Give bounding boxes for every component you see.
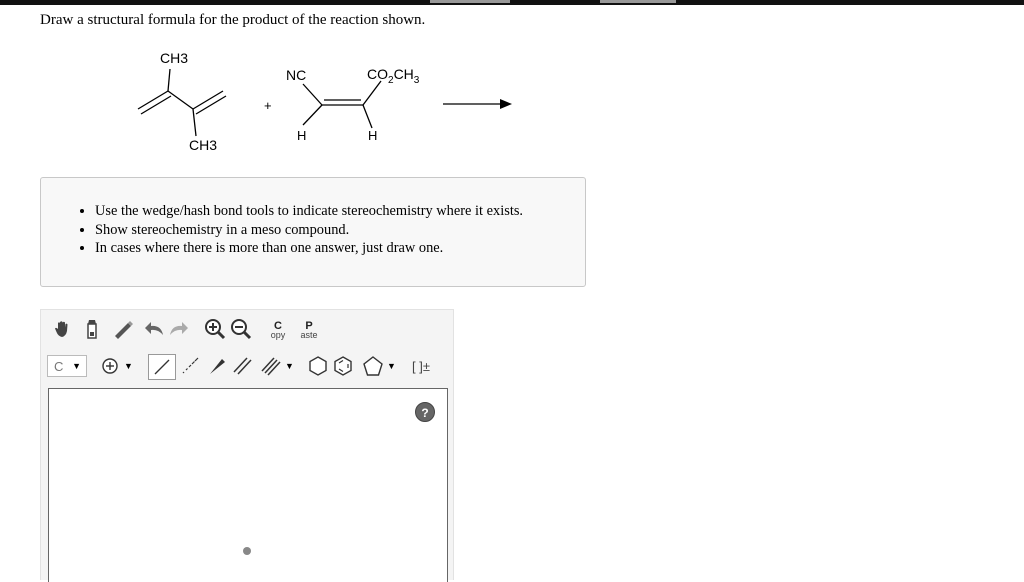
single-bond-icon (152, 357, 172, 377)
copy-button-label: opy (270, 330, 286, 340)
dienophile-h-right: H (368, 128, 378, 143)
redo-icon (168, 319, 190, 339)
pentagon-icon (362, 355, 384, 377)
element-label: C (54, 358, 64, 374)
zoom-in-button[interactable] (203, 317, 227, 341)
instructions-list (41, 202, 585, 258)
instructions-box (40, 177, 586, 287)
double-bond-button[interactable] (229, 354, 255, 378)
redo-button[interactable] (167, 317, 191, 341)
paste-button-label: aste (300, 330, 318, 340)
molecule-editor (40, 309, 454, 580)
eraser-icon (82, 318, 102, 340)
dienophile-co2ch3: $CO_2CH_3$ (367, 66, 420, 86)
chevron-down-icon: ▼ (124, 361, 133, 371)
wedge-bond-icon (207, 356, 227, 376)
drawing-canvas[interactable] (48, 388, 448, 582)
paste-button[interactable] (295, 318, 323, 344)
eraser-tool-button[interactable] (81, 317, 103, 341)
instruction-item: • Use the wedge/hash bond tools to indicate stereochemistry where it exists. (95, 202, 585, 221)
triple-bond-icon (260, 356, 282, 376)
instruction-item: • In cases where there is more than one answer, just draw one. (95, 239, 585, 258)
canvas-dot (243, 547, 251, 555)
double-bond-icon (232, 356, 252, 376)
chevron-down-icon: ▼ (285, 361, 294, 371)
hexagon-icon (307, 355, 329, 377)
top-bar (0, 0, 1024, 5)
diene-ch3-bottom: CH3 (189, 137, 218, 153)
zoom-out-button[interactable] (229, 317, 253, 341)
undo-icon (143, 319, 165, 339)
copy-button[interactable] (266, 318, 290, 344)
undo-button[interactable] (142, 317, 166, 341)
charge-tool-button[interactable] (96, 355, 138, 377)
element-selector[interactable] (47, 355, 87, 377)
dienophile-structure (303, 81, 381, 128)
reaction-arrow (443, 99, 512, 109)
hand-tool-button[interactable] (52, 317, 74, 341)
wedge-bond-button[interactable] (204, 354, 230, 378)
chevron-down-icon: ▼ (72, 361, 81, 371)
bracket-charge-button[interactable]: [ ]± (412, 358, 430, 374)
zoom-out-icon (230, 318, 252, 340)
benzene-button[interactable] (331, 354, 355, 378)
top-tab-left (430, 0, 510, 3)
question-text: Draw a structural formula for the product of the reaction shown. (40, 12, 426, 28)
paste-button-letter: P (305, 320, 313, 332)
cyclohexane-button[interactable] (306, 354, 330, 378)
reaction-scheme (120, 44, 540, 164)
benzene-icon (332, 355, 354, 377)
hand-icon (53, 319, 73, 339)
hash-bond-button[interactable] (177, 354, 203, 378)
diene-ch3-top: CH3 (160, 50, 189, 66)
dienophile-h-left: H (297, 128, 307, 143)
help-icon[interactable]: ? (415, 402, 435, 422)
copy-button-letter: C (274, 320, 282, 332)
dienophile-nc: NC (286, 67, 307, 83)
instruction-item: • Show stereochemistry in a meso compound. (95, 221, 585, 240)
hash-bond-icon (180, 356, 200, 376)
plus-sign: + (264, 98, 272, 113)
zoom-in-icon (204, 318, 226, 340)
top-tab-right (600, 0, 676, 3)
cyclopentane-button[interactable] (357, 354, 401, 378)
charge-plus-icon (101, 357, 119, 375)
single-bond-button[interactable] (148, 354, 176, 380)
brush-icon (112, 318, 134, 340)
clean-tool-button[interactable] (111, 317, 135, 341)
triple-bond-button[interactable] (255, 354, 299, 378)
diene-structure (138, 69, 226, 136)
chevron-down-icon: ▼ (387, 361, 396, 371)
